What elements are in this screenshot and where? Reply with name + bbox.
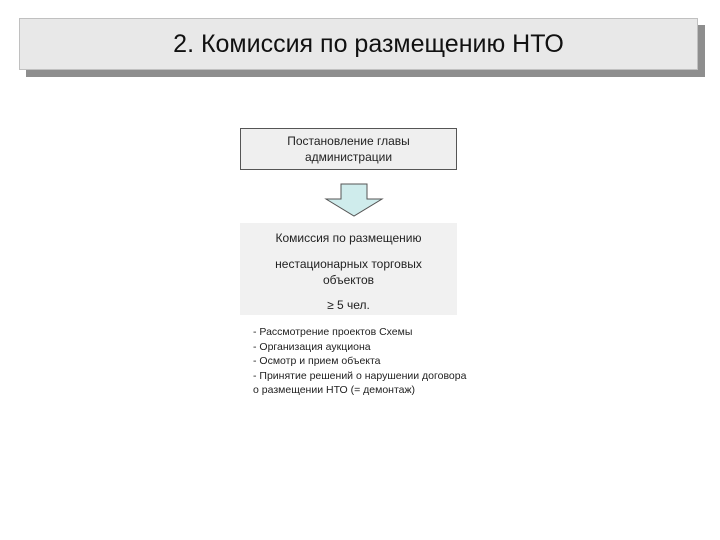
down-arrow-icon [324, 183, 384, 217]
commission-line-1: Комиссия по размещению [275, 231, 422, 245]
commission-line-2 [275, 256, 422, 288]
page-title: 2. Комиссия по размещению НТО [173, 29, 564, 58]
commission-box [240, 223, 457, 315]
task-item: - Организация аукциона [253, 340, 371, 353]
title-banner [19, 18, 698, 70]
task-item: - Осмотр и прием объекта [253, 355, 381, 367]
task-item: о размещении НТО (= демонтаж) [253, 384, 416, 396]
commission-line-2a: нестационарных торговых [275, 257, 422, 271]
commission-size: ≥ 5 чел. [327, 298, 370, 312]
resolution-line-1: Постановление главы [287, 134, 410, 148]
commission-line-2b: объектов [322, 273, 375, 287]
task-item: - Рассмотрение проектов Схемы [253, 326, 413, 338]
resolution-line-2: администрации [304, 150, 393, 164]
task-list [253, 325, 466, 398]
task-item: - Принятие решений о нарушении договора [253, 369, 467, 382]
resolution-box [240, 128, 457, 170]
